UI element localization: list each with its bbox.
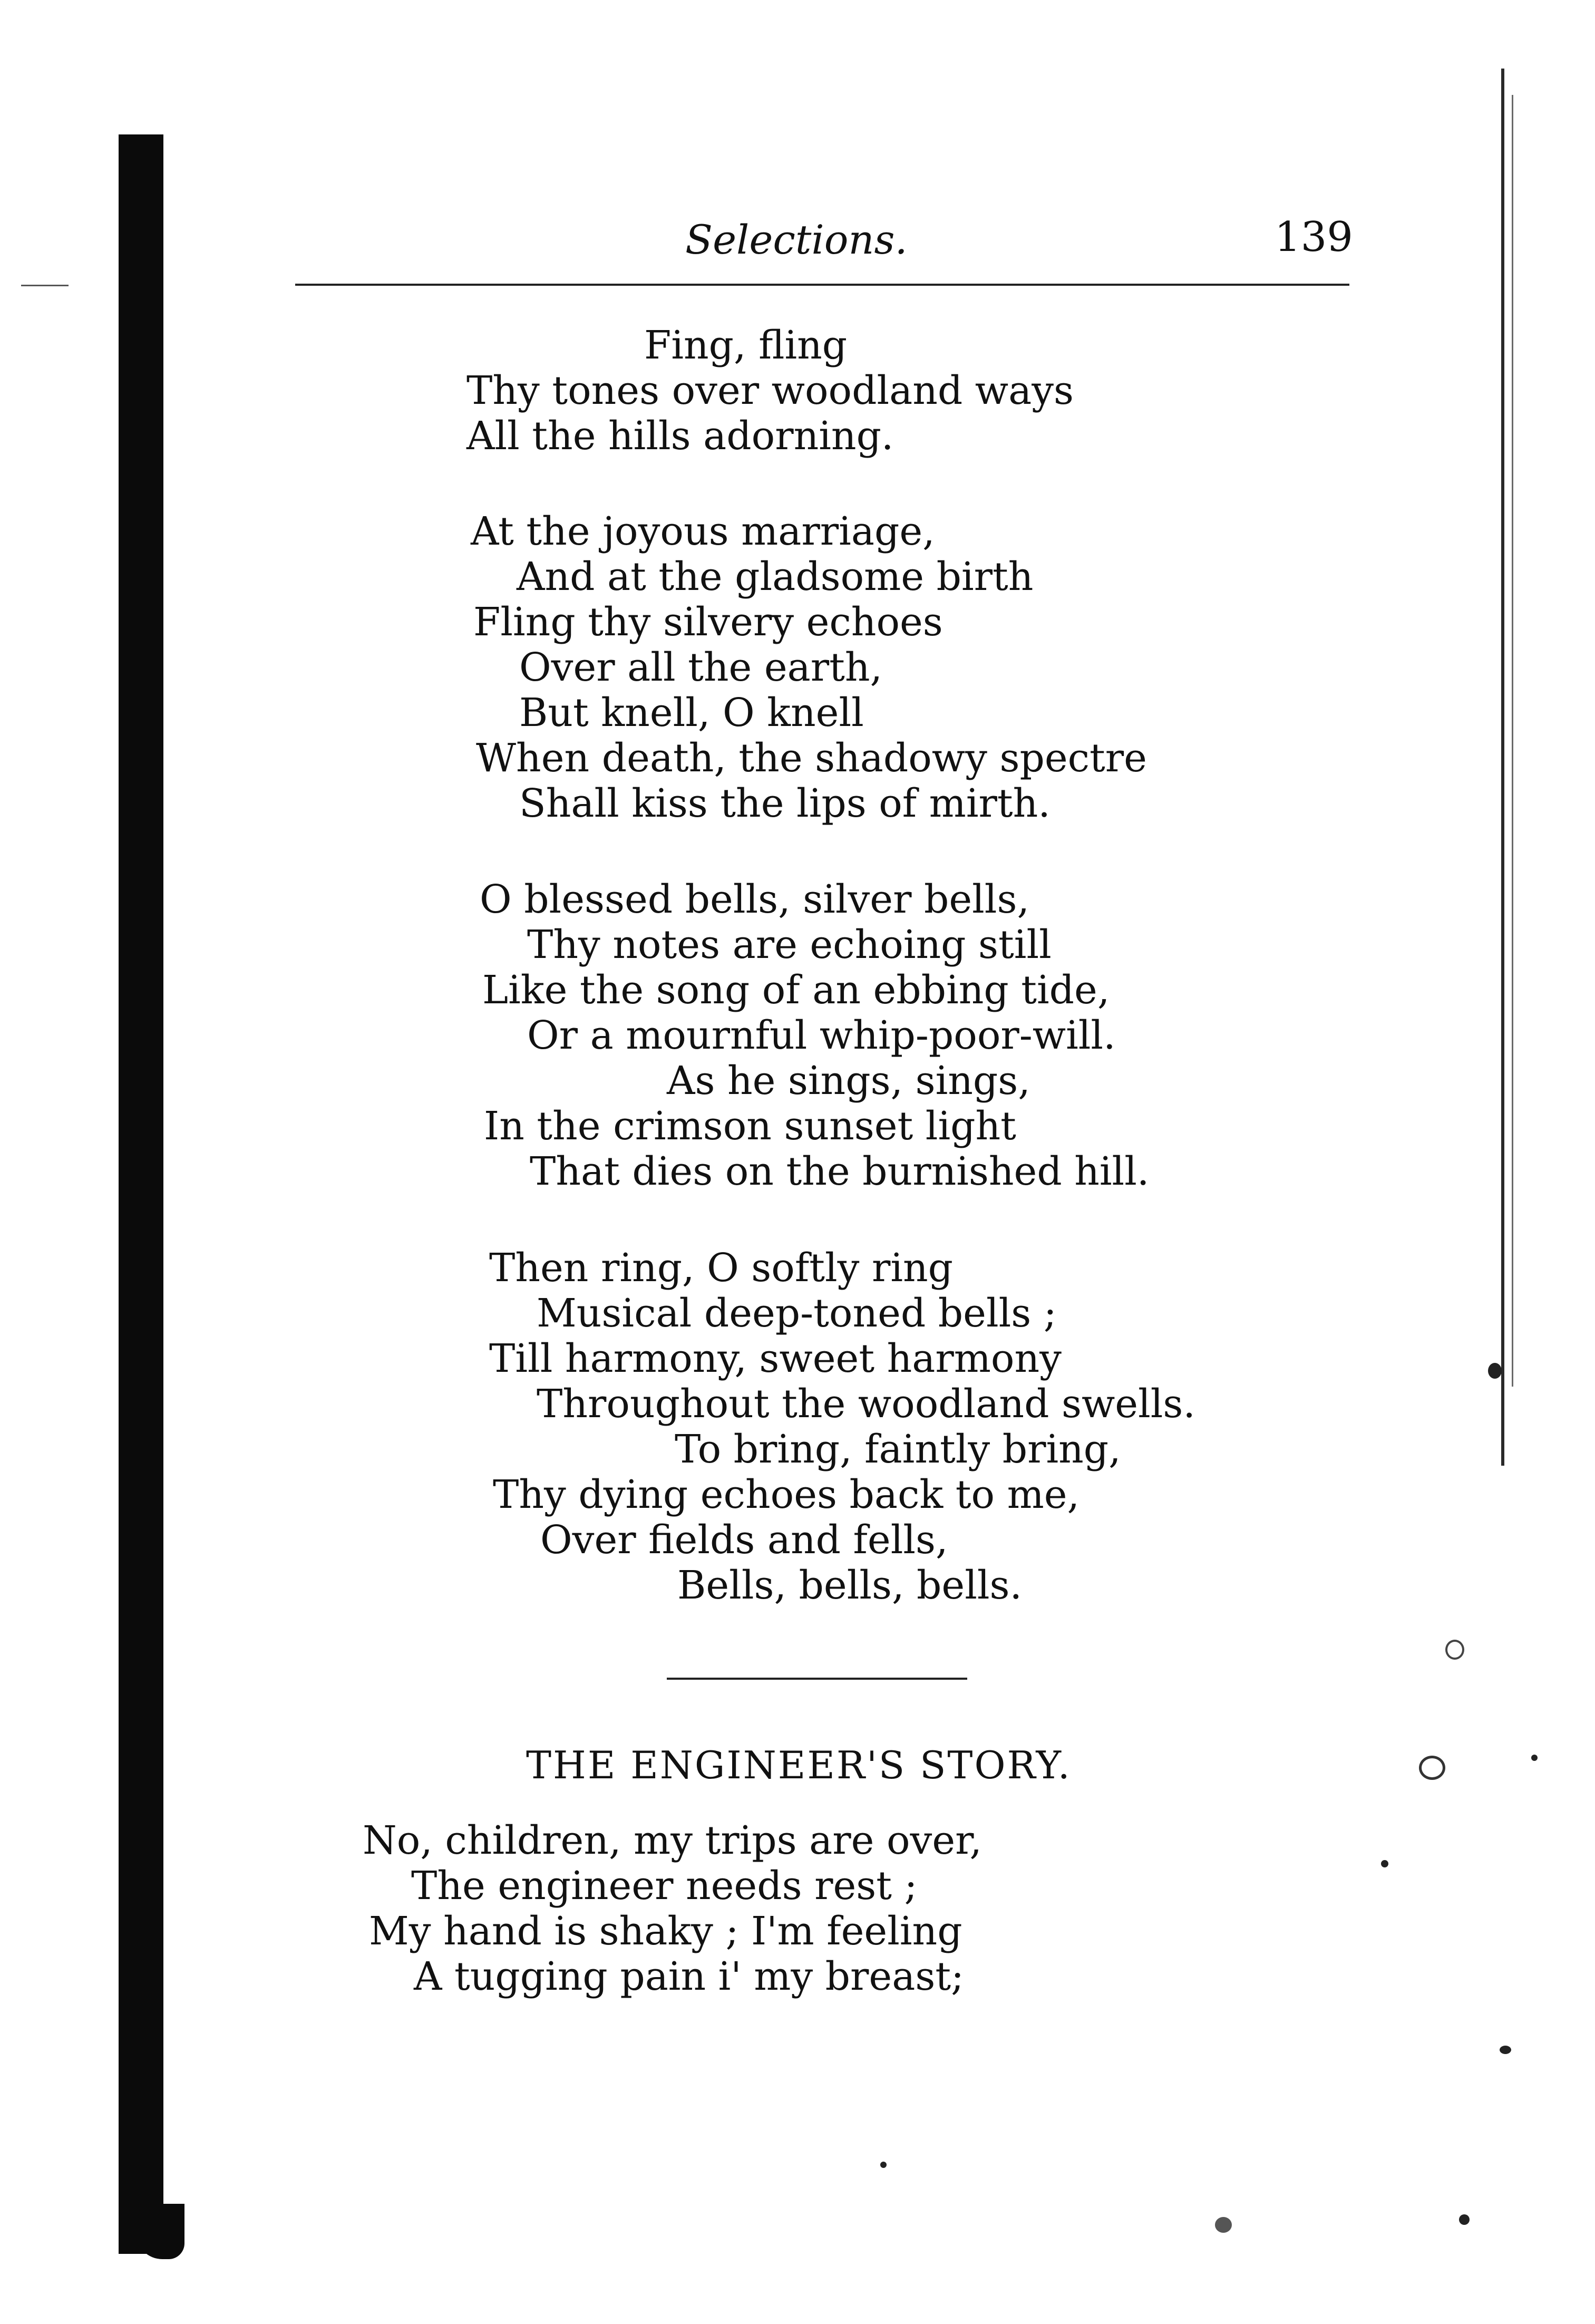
page-binding-shadow-tail [136,2204,184,2259]
poem-line: O blessed bells, silver bells, [480,877,1029,922]
poem-line: My hand is shaky ; I'm feeling [369,1909,962,1954]
poem-line: Musical deep-toned bells ; [537,1291,1057,1336]
poem-line: Over all the earth, [519,645,883,690]
poem-line: And at the gladsome birth [517,554,1034,599]
page-right-edge-shadow [1501,69,1504,1466]
poem-line: Bells, bells, bells. [677,1563,1023,1608]
running-head: Selections. [685,216,908,263]
ink-speck [1500,2046,1511,2054]
ink-speck [1419,1756,1445,1780]
ink-speck [1215,2217,1232,2233]
poem-line: All the hills adorning. [466,413,894,459]
poem-line: Fling thy silvery echoes [473,599,943,645]
ink-speck [1488,1363,1502,1379]
page-number: 139 [1275,214,1353,261]
poem-line: As he sings, sings, [667,1058,1030,1103]
ink-speck [1459,2214,1470,2225]
poem-line: That dies on the burnished hill. [530,1149,1150,1194]
margin-dash [21,285,69,286]
poem-line: Over fields and fells, [540,1517,948,1563]
ink-speck [1531,1755,1538,1761]
section-divider [667,1678,967,1680]
poem-line: To bring, faintly bring, [675,1427,1121,1472]
ink-speck [880,2162,887,2168]
page-right-edge-shadow-inner [1512,95,1513,1387]
poem-line: At the joyous marriage, [471,509,935,554]
story-title: THE ENGINEER'S STORY. [526,1743,1072,1787]
poem-line: The engineer needs rest ; [411,1863,918,1909]
poem-line: No, children, my trips are over, [363,1818,982,1863]
poem-line: Like the song of an ebbing tide, [482,967,1110,1013]
poem-line: Thy notes are echoing still [527,922,1052,967]
poem-line: Thy tones over woodland ways [466,368,1074,413]
poem-line: But knell, O knell [519,690,864,735]
poem-line: Till harmony, sweet harmony [489,1336,1062,1381]
ink-speck [1445,1640,1464,1660]
poem-line: A tugging pain i' my breast; [414,1954,964,1999]
poem-line: In the crimson sunset light [484,1103,1016,1149]
ink-speck [1381,1860,1388,1867]
poem-line: When death, the shadowy spectre [476,735,1147,781]
poem-line: Thy dying echoes back to me, [493,1472,1080,1517]
poem-line: Throughout the woodland swells. [537,1381,1195,1427]
page-binding-shadow [119,134,163,2254]
header-rule [295,284,1349,286]
poem-line: Or a mournful whip-poor-will. [527,1013,1116,1058]
poem-line: Shall kiss the lips of mirth. [519,781,1051,826]
poem-line: Fing, fling [644,323,848,368]
poem-line: Then ring, O softly ring [489,1245,954,1291]
